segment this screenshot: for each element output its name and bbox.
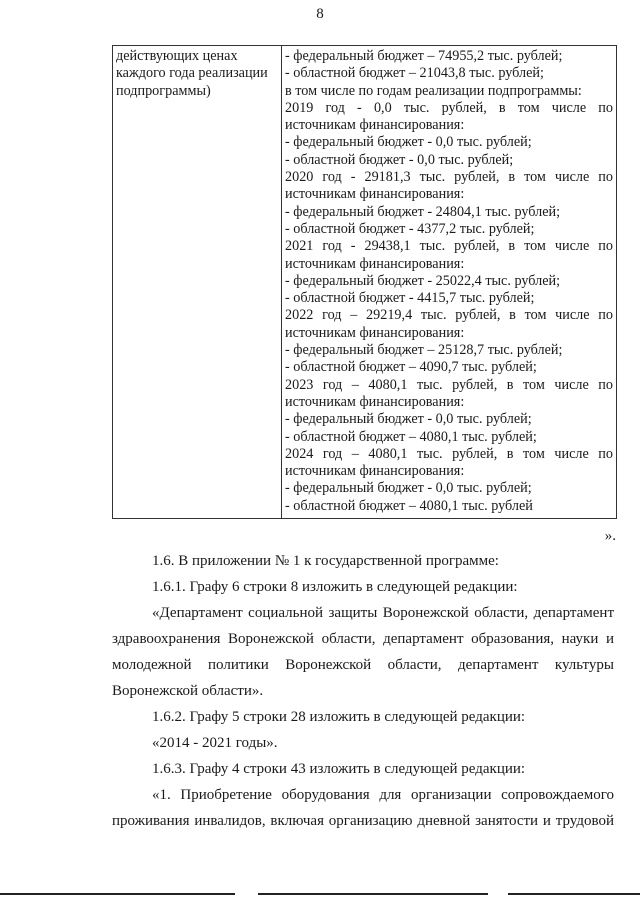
amendment-text bbox=[112, 548, 614, 834]
cell-text-line: в том числе по годам реализации подпрограммы: bbox=[285, 82, 582, 99]
financing-table bbox=[112, 45, 617, 519]
cell-text-line: - федеральный бюджет - 0,0 тыс. рублей; bbox=[285, 480, 532, 497]
cell-text-line: источникам финансирования: bbox=[285, 393, 465, 410]
cell-text-line: источникам финансирования: bbox=[285, 186, 465, 203]
cell-text-line: - федеральный бюджет - 25022,4 тыс. рублей; bbox=[285, 272, 561, 289]
table-cell-label bbox=[113, 46, 282, 519]
footer-rule-left bbox=[0, 893, 235, 895]
cell-text-line: - федеральный бюджет – 25128,7 тыс. рублей; bbox=[285, 342, 563, 359]
paragraph-quote-years: «2014 - 2021 годы». bbox=[152, 735, 278, 751]
table-cell-financing bbox=[282, 46, 617, 519]
paragraph-1-6-1: 1.6.1. Графу 6 строки 8 изложить в следующей редакции: bbox=[152, 579, 518, 595]
cell-text-line: - федеральный бюджет - 24804,1 тыс. рублей; bbox=[285, 203, 561, 220]
paragraph-quote-equipment: «1. Приобретение оборудования для организации сопровождаемого проживания инвалидов, включая организацию дневной занятости и трудовой bbox=[112, 787, 614, 829]
paragraph-1-6-3: 1.6.3. Графу 4 строки 43 изложить в следующей редакции: bbox=[152, 761, 526, 777]
cell-text-line: - областной бюджет – 4080,1 тыс. рублей bbox=[285, 497, 533, 514]
cell-text-line: источникам финансирования: bbox=[285, 117, 465, 134]
paragraph-1-6: 1.6. В приложении № 1 к государственной программе: bbox=[152, 553, 499, 569]
page-number: 8 bbox=[316, 6, 324, 22]
cell-text-line: 2021 год - 29438,1 тыс. рублей, в том числе по bbox=[285, 238, 613, 255]
cell-text-line: 2024 год – 4080,1 тыс. рублей, в том числе по bbox=[285, 445, 613, 462]
cell-text-line: подпрограммы) bbox=[116, 82, 211, 99]
table-row bbox=[113, 46, 617, 519]
cell-text-line: каждого года реализации bbox=[116, 65, 268, 82]
closing-quote: ». bbox=[604, 528, 616, 544]
cell-text-line: 2020 год - 29181,3 тыс. рублей, в том числе по bbox=[285, 169, 613, 186]
cell-text-line: действующих ценах bbox=[116, 48, 238, 64]
cell-text-line: - областной бюджет - 0,0 тыс. рублей; bbox=[285, 151, 514, 168]
footer-rule-right bbox=[508, 893, 640, 895]
cell-text-line: 2023 год – 4080,1 тыс. рублей, в том числе по bbox=[285, 376, 613, 393]
cell-text-line: источникам финансирования: bbox=[285, 324, 465, 341]
cell-text-line: - федеральный бюджет - 0,0 тыс. рублей; bbox=[285, 411, 532, 428]
cell-text-line: 2022 год – 29219,4 тыс. рублей, в том числе по bbox=[285, 307, 613, 324]
paragraph-1-6-2: 1.6.2. Графу 5 строки 28 изложить в следующей редакции: bbox=[152, 709, 526, 725]
paragraph-quote-departments: «Департамент социальной защиты Воронежской области, департамент здравоохранения Воронежской области, департамент образования, науки и молодежной политики Воронежской области, департамент культуры Воронежской области». bbox=[112, 605, 614, 699]
cell-text-line: - областной бюджет – 21043,8 тыс. рублей; bbox=[285, 65, 544, 82]
footer-rule-middle bbox=[258, 893, 488, 895]
cell-text-line: - федеральный бюджет - 0,0 тыс. рублей; bbox=[285, 134, 532, 151]
cell-text-line: - областной бюджет - 4377,2 тыс. рублей; bbox=[285, 220, 535, 237]
cell-text-line: источникам финансирования: bbox=[285, 255, 465, 272]
cell-text-line: 2019 год - 0,0 тыс. рублей, в том числе по bbox=[285, 99, 613, 116]
cell-text-line: - областной бюджет – 4090,7 тыс. рублей; bbox=[285, 359, 537, 376]
cell-text-line: - областной бюджет - 4415,7 тыс. рублей; bbox=[285, 290, 535, 307]
cell-text-line: источникам финансирования: bbox=[285, 463, 465, 480]
cell-text-line: - федеральный бюджет – 74955,2 тыс. рублей; bbox=[285, 48, 563, 64]
cell-text-line: - областной бюджет – 4080,1 тыс. рублей; bbox=[285, 428, 537, 445]
